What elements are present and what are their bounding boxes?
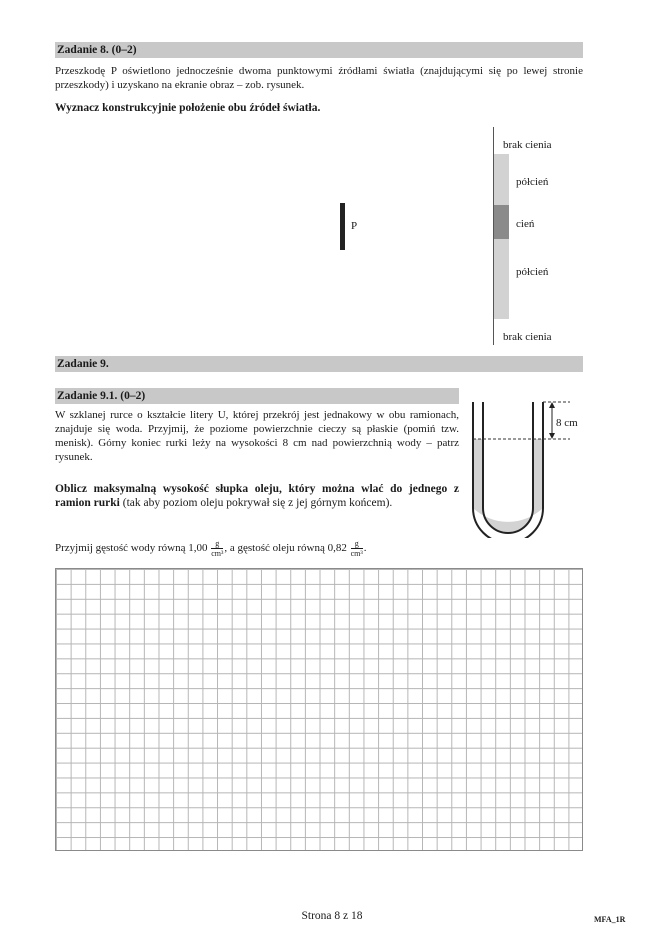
task9-1-header: Zadanie 9.1. (0–2) (55, 388, 459, 404)
task8-instruction: Wyznacz konstrukcyjnie położenie obu źródeł światła. (55, 102, 321, 114)
answer-grid[interactable] (55, 568, 583, 851)
obstacle-p (340, 203, 345, 250)
task8-text: Przeszkodę P oświetlono jednocześnie dwoma punktowymi źródłami światła (znajdującymi się po lewej stronie przeszkody) i uzyskano na ekranie obraz – zob. rysunek. (55, 65, 583, 91)
task9-1-instruction (55, 482, 459, 510)
oil-density-unit (351, 539, 363, 558)
obstacle-label: P (351, 220, 358, 232)
density-line (55, 538, 475, 558)
density-prefix: Przyjmij gęstość wody równą 1,00 (55, 542, 208, 554)
label-no-shadow-bottom: brak cienia (503, 331, 552, 343)
water-density-unit (211, 539, 223, 558)
unit-den-2: cm³ (350, 548, 363, 558)
label-penumbra-upper: półcień (516, 176, 549, 188)
density-suffix: . (363, 542, 367, 554)
screen-umbra (494, 205, 509, 239)
label-penumbra-lower: półcień (516, 266, 549, 278)
task9-1-text: W szklanej rurce o kształcie litery U, której przekrój jest jednakowy w obu ramionach, znajduje się woda. Przyjmij, że poziome powierzchnie cieczy są płaskie (pomiń tzw. menisk). Górny koniec rurki leży na wysokości 8 cm nad powierzchnią wody – patrz rysunek. (55, 409, 459, 463)
task9-header: Zadanie 9. (55, 356, 583, 372)
task9-1-instruction-bold: Oblicz maksymalną wysokość słupka oleju, który można wlać do jednego z ramion rurki (55, 483, 459, 509)
unit-den-1: cm³ (211, 548, 224, 558)
label-no-shadow-top: brak cienia (503, 139, 552, 151)
label-umbra: cień (516, 218, 535, 230)
task8-header: Zadanie 8. (0–2) (55, 42, 583, 58)
unit-num-1: g (211, 539, 223, 549)
density-mid: , a gęstość oleju równą 0,82 (224, 542, 347, 554)
page-number: Strona 8 z 18 (301, 910, 363, 922)
u-tube-height-label: 8 cm (556, 417, 578, 429)
exam-code: MFA_1R (594, 915, 626, 924)
task9-1-instruction-rest: (tak aby poziom oleju pokrywał się z jej górnym końcem). (119, 497, 393, 509)
unit-num-2: g (351, 539, 363, 549)
